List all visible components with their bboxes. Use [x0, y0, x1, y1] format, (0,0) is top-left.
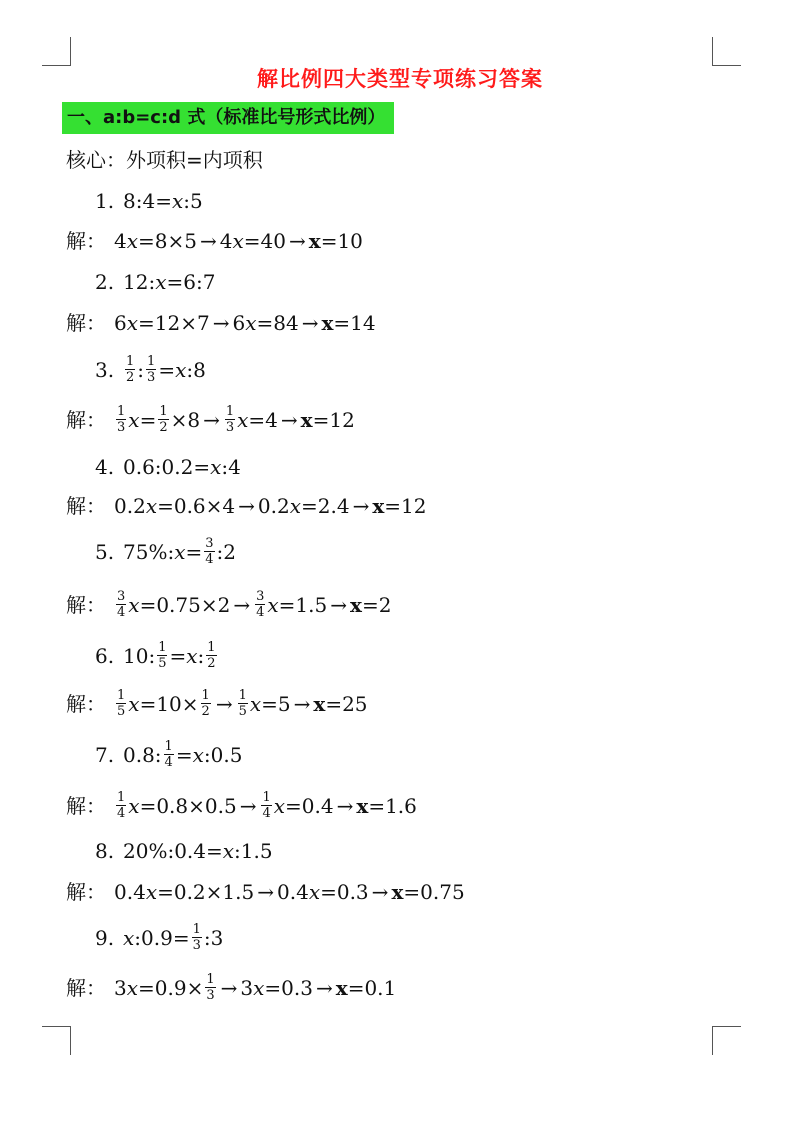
expr-part: =0.9× — [138, 975, 204, 1000]
arrow: → — [215, 691, 233, 716]
answer-value: =2 — [361, 592, 392, 617]
variable-x: x — [126, 311, 139, 335]
expr-part: =8×5 — [138, 229, 197, 253]
expr-part: 0.8: — [123, 742, 162, 767]
solution-prefix: 解： — [66, 407, 106, 432]
expr-part: 4 — [114, 229, 127, 253]
answer-value: =0.75 — [403, 880, 465, 904]
variable-x: x — [145, 880, 158, 904]
arrow: → — [212, 311, 230, 335]
numerator: 3 — [205, 536, 214, 551]
crop-mark-bottom-left — [42, 1026, 71, 1055]
variable-x: x — [192, 742, 204, 767]
fraction — [116, 688, 126, 719]
expr-part: 3 — [114, 975, 127, 1000]
problem-5 — [95, 536, 236, 567]
crop-mark-bottom-right — [712, 1026, 741, 1055]
arrow: → — [233, 592, 251, 617]
expr-part: =0.75×2 — [139, 592, 231, 617]
problem-number: 7. — [95, 742, 115, 767]
expr-part: 4 — [219, 229, 233, 253]
variable-x: x — [253, 975, 265, 1000]
problem-number: 3. — [95, 357, 115, 382]
arrow: → — [336, 793, 354, 818]
denominator: 3 — [147, 370, 156, 385]
expr-part: 0.4 — [114, 880, 146, 904]
fraction — [204, 536, 214, 567]
core-note: 核心：外项积=内项积 — [66, 148, 263, 172]
variable-x: x — [128, 407, 140, 432]
fraction — [116, 790, 126, 821]
denominator: 2 — [159, 420, 168, 435]
fraction — [164, 739, 174, 770]
denominator: 4 — [117, 806, 126, 821]
arrow: → — [352, 494, 370, 518]
expr-part: 0.4 — [277, 880, 309, 904]
fraction — [158, 404, 168, 435]
problem-number: 4. — [95, 455, 115, 479]
variable-x: x — [273, 793, 286, 818]
arrow: → — [293, 691, 311, 716]
answer-variable: x — [321, 311, 334, 335]
expr-part: :0.5 — [203, 742, 243, 767]
denominator: 2 — [126, 370, 135, 385]
arrow: → — [301, 311, 319, 335]
solution-3 — [66, 404, 355, 435]
variable-x: x — [128, 592, 140, 617]
answer-value: =12 — [312, 407, 355, 432]
variable-x: x — [174, 539, 186, 564]
answer-variable: x — [300, 407, 313, 432]
numerator: 1 — [117, 790, 126, 805]
variable-x: x — [175, 357, 187, 382]
variable-x: x — [123, 925, 135, 950]
problem-4 — [95, 452, 241, 482]
numerator: 1 — [201, 688, 210, 703]
arrow: → — [280, 407, 298, 432]
arrow: → — [315, 975, 333, 1000]
fraction — [146, 354, 156, 385]
fraction — [116, 589, 126, 620]
numerator: 1 — [117, 688, 126, 703]
expr-part: :5 — [183, 189, 203, 213]
numerator: 1 — [225, 404, 235, 419]
denominator: 5 — [117, 704, 126, 719]
arrow: → — [288, 229, 306, 253]
answer-value: =0.1 — [347, 975, 397, 1000]
expr-part: 0.2 — [257, 494, 290, 518]
problem-1 — [95, 186, 203, 216]
answer-variable: x — [350, 592, 362, 617]
expr-part: =40 — [243, 229, 286, 253]
expr-part: =12×7 — [138, 311, 210, 335]
denominator: 4 — [256, 605, 265, 620]
denominator: 3 — [206, 988, 215, 1003]
expr-part: 20%:0.4= — [123, 839, 223, 863]
expr-part: = — [169, 643, 187, 668]
arrow: → — [203, 407, 220, 432]
expr-part: =6:7 — [166, 270, 216, 294]
variable-x: x — [267, 592, 279, 617]
expr-part: ×8 — [170, 407, 201, 432]
expr-part: =0.6×4 — [157, 494, 236, 518]
numerator: 1 — [238, 688, 247, 703]
numerator: 1 — [262, 790, 271, 805]
crop-mark-top-right — [712, 37, 741, 66]
numerator: 1 — [159, 404, 168, 419]
expr-part: :2 — [216, 539, 236, 564]
variable-x: x — [237, 407, 249, 432]
problem-number: 1. — [95, 189, 115, 213]
expr-part: :8 — [186, 357, 206, 382]
crop-mark-top-left — [42, 37, 71, 66]
problem-7 — [95, 739, 242, 770]
expr-part: = — [185, 539, 203, 564]
fraction — [125, 354, 135, 385]
expr-part: =5 — [261, 691, 291, 716]
arrow: → — [220, 975, 238, 1000]
arrow: → — [199, 229, 217, 253]
answer-variable: x — [308, 229, 321, 253]
expr-part: 6 — [232, 311, 246, 335]
solution-prefix: 解： — [66, 311, 106, 335]
expr-part: =0.8×0.5 — [139, 793, 237, 818]
denominator: 5 — [238, 704, 247, 719]
problem-number: 5. — [95, 539, 115, 564]
variable-x: x — [186, 643, 198, 668]
expr-part: :1.5 — [234, 839, 273, 863]
arrow: → — [371, 880, 389, 904]
expr-part: 3 — [240, 975, 254, 1000]
solution-prefix: 解： — [66, 880, 106, 904]
expr-part: = — [175, 742, 193, 767]
solution-7 — [66, 790, 417, 821]
expr-part: = — [158, 357, 176, 382]
problem-number: 6. — [95, 643, 115, 668]
expr-part: =4 — [248, 407, 278, 432]
denominator: 4 — [164, 755, 173, 770]
problem-8 — [95, 836, 273, 866]
variable-x: x — [222, 839, 235, 863]
fraction — [238, 688, 248, 719]
solution-prefix: 解： — [66, 975, 106, 1000]
fraction — [206, 640, 216, 671]
problem-6: 6. 10: $\frac{1}{5}$ = x : $\frac{1}{2}$ — [95, 640, 216, 671]
answer-variable: x — [335, 975, 348, 1000]
answer-value: =10 — [320, 229, 363, 253]
solution-prefix: 解： — [66, 229, 106, 253]
fraction — [261, 790, 271, 821]
problem-number: 2. — [95, 270, 115, 294]
denominator: 3 — [192, 938, 201, 953]
variable-x: x — [171, 189, 184, 213]
variable-x: x — [289, 494, 301, 518]
solution-prefix: 解： — [66, 494, 106, 518]
solution-prefix: 解： — [66, 592, 106, 617]
variable-x: x — [249, 691, 262, 716]
solution-9 — [66, 972, 396, 1003]
expr-part: :0.9= — [134, 925, 190, 950]
expr-part: 0.2 — [114, 494, 146, 518]
variable-x: x — [308, 880, 321, 904]
numerator: 1 — [158, 640, 167, 655]
expr-part: =1.5 — [278, 592, 328, 617]
document-title: 解比例四大类型专项练习答案 — [257, 67, 543, 91]
fraction — [157, 640, 167, 671]
problem-9 — [95, 922, 223, 953]
denominator: 3 — [117, 420, 126, 435]
expr-part: = — [139, 407, 157, 432]
solution-prefix: 解： — [66, 691, 106, 716]
expr-part: 75%: — [123, 539, 175, 564]
numerator: 1 — [117, 404, 126, 419]
fraction — [116, 404, 126, 435]
variable-x: x — [126, 975, 139, 1000]
numerator: 1 — [164, 739, 173, 754]
solution-1 — [66, 226, 363, 256]
expr-part: =10× — [139, 691, 199, 716]
expr-part: 0.6:0.2= — [123, 455, 211, 479]
answer-value: =14 — [333, 311, 376, 335]
denominator: 5 — [158, 656, 167, 671]
solution-2 — [66, 308, 376, 338]
problem-2 — [95, 267, 215, 297]
fraction — [201, 688, 211, 719]
denominator: 2 — [207, 656, 216, 671]
answer-variable: x — [356, 793, 369, 818]
variable-x: x — [232, 229, 244, 253]
numerator: 1 — [192, 922, 201, 937]
denominator: 3 — [225, 420, 235, 435]
variable-x: x — [128, 793, 140, 818]
expr-part: =2.4 — [301, 494, 350, 518]
variable-x: x — [155, 270, 167, 294]
answer-value: =12 — [384, 494, 427, 518]
variable-x: x — [145, 494, 158, 518]
arrow: → — [257, 880, 274, 904]
variable-x: x — [245, 311, 257, 335]
fraction — [205, 972, 215, 1003]
arrow: → — [238, 494, 255, 518]
fraction — [255, 589, 265, 620]
solution-6 — [66, 688, 368, 719]
expr-part: =0.3 — [264, 975, 313, 1000]
variable-x: x — [128, 691, 140, 716]
numerator: 1 — [126, 354, 135, 369]
solution-4 — [66, 491, 427, 521]
numerator: 3 — [117, 589, 126, 604]
variable-x: x — [210, 455, 222, 479]
denominator: 4 — [117, 605, 126, 620]
problem-3: 3. $\frac{1}{2}$ : $\frac{1}{3}$ = x :8 — [95, 354, 206, 385]
expr-part: =0.4 — [285, 793, 334, 818]
variable-x: x — [126, 229, 139, 253]
expr-part: 8:4= — [123, 189, 172, 213]
fraction — [225, 404, 235, 435]
solution-prefix: 解： — [66, 793, 106, 818]
numerator: 1 — [147, 354, 156, 369]
expr-part: 6 — [114, 311, 127, 335]
section-heading: 一、a:b=c:d 式（标准比号形式比例） — [62, 102, 394, 134]
expr-part: =84 — [256, 311, 299, 335]
answer-variable: x — [391, 880, 404, 904]
numerator: 3 — [256, 589, 265, 604]
answer-variable: x — [372, 494, 385, 518]
expr-part: =0.3 — [320, 880, 369, 904]
problem-number: 9. — [95, 925, 115, 950]
arrow: → — [239, 793, 257, 818]
fraction — [192, 922, 202, 953]
answer-value: =1.6 — [368, 793, 417, 818]
solution-5 — [66, 589, 391, 620]
expr-part: :4 — [221, 455, 241, 479]
answer-variable: x — [313, 691, 326, 716]
expr-part: =0.2×1.5 — [157, 880, 255, 904]
denominator: 2 — [201, 704, 210, 719]
expr-part: :3 — [203, 925, 224, 950]
denominator: 4 — [205, 552, 214, 567]
answer-value: =25 — [325, 691, 368, 716]
solution-8 — [66, 877, 465, 907]
numerator: 1 — [206, 972, 215, 987]
denominator: 4 — [262, 806, 271, 821]
arrow: → — [330, 592, 348, 617]
numerator: 1 — [207, 640, 216, 655]
problem-number: 8. — [95, 839, 115, 863]
expr-part: 12: — [123, 270, 156, 294]
expr-part: 10: — [123, 643, 156, 668]
